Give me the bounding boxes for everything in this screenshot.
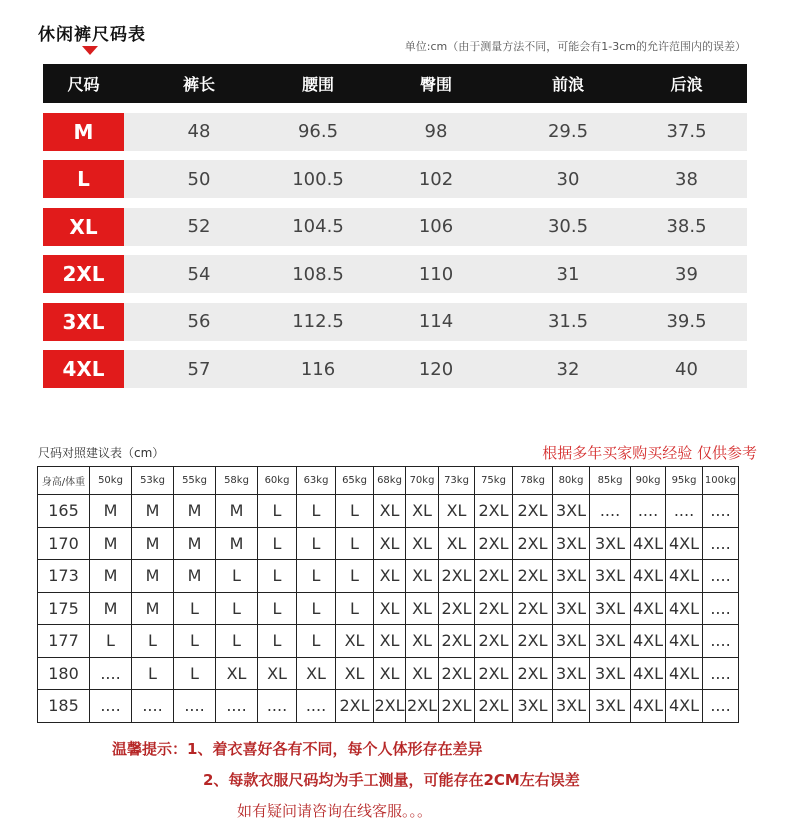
size-label: 2XL <box>43 255 124 293</box>
size-cell: L <box>258 495 297 528</box>
size-cell: XL <box>374 560 406 593</box>
height-cell: 165 <box>38 495 90 528</box>
size-cell: 2XL <box>406 690 439 723</box>
weight-header: 75kg <box>475 467 513 495</box>
size-cell: .... <box>666 495 703 528</box>
size-cell: .... <box>703 560 739 593</box>
unit-note: 单位:cm（由于测量方法不同，可能会有1-3cm的允许范围内的误差） <box>404 40 746 53</box>
size-cell: 2XL <box>439 690 475 723</box>
recommendation-table <box>37 466 739 723</box>
size-cell: 2XL <box>439 625 475 658</box>
size-cell: L <box>216 592 258 625</box>
size-cell: .... <box>90 690 132 723</box>
size-chart-title: 休闲裤尺码表 <box>38 25 146 45</box>
weight-header: 63kg <box>297 467 336 495</box>
recommendation-header-row <box>38 467 739 495</box>
cell-front-rise: 31.5 <box>547 311 589 332</box>
cell-length: 57 <box>187 358 211 380</box>
recommendation-body <box>38 467 739 723</box>
size-cell: 4XL <box>666 560 703 593</box>
size-cell: M <box>216 527 258 560</box>
size-cell: L <box>90 625 132 658</box>
size-cell: M <box>90 592 132 625</box>
size-cell: L <box>297 527 336 560</box>
size-cell: .... <box>90 657 132 690</box>
size-cell: 4XL <box>631 657 666 690</box>
weight-header: 58kg <box>216 467 258 495</box>
size-cell: 3XL <box>590 592 631 625</box>
size-cell: L <box>174 657 216 690</box>
size-cell: M <box>90 495 132 528</box>
size-cell: L <box>258 625 297 658</box>
recommendation-row <box>38 592 739 625</box>
size-cell: XL <box>297 657 336 690</box>
size-cell: L <box>297 625 336 658</box>
header-waist: 腰围 <box>301 75 334 94</box>
size-cell: 2XL <box>475 625 513 658</box>
height-cell: 170 <box>38 527 90 560</box>
size-cell: 4XL <box>666 690 703 723</box>
cell-hip: 106 <box>418 216 454 237</box>
cell-waist: 112.5 <box>292 311 344 332</box>
header-hip: 臀围 <box>419 75 452 94</box>
size-cell: 4XL <box>666 657 703 690</box>
size-cell: 3XL <box>553 592 590 625</box>
weight-header: 85kg <box>590 467 631 495</box>
size-cell: L <box>297 560 336 593</box>
cell-waist: 108.5 <box>292 263 344 285</box>
size-label: L <box>43 160 124 198</box>
size-row <box>43 113 747 151</box>
size-cell: L <box>336 495 374 528</box>
size-cell: 2XL <box>475 657 513 690</box>
size-cell: 3XL <box>553 560 590 593</box>
size-cell: .... <box>703 527 739 560</box>
size-cell: 2XL <box>336 690 374 723</box>
cell-hip: 102 <box>418 168 454 190</box>
size-chart-header <box>43 64 747 103</box>
cell-length: 54 <box>187 263 211 285</box>
height-cell: 173 <box>38 560 90 593</box>
size-cell: 2XL <box>439 592 475 625</box>
size-cell: XL <box>406 657 439 690</box>
recommendation-title: 尺码对照建议表（cm） <box>38 446 165 460</box>
size-cell: XL <box>374 625 406 658</box>
size-cell: L <box>297 495 336 528</box>
recommendation-note: 根据多年买家购买经验 仅供参考 <box>542 444 757 462</box>
size-cell: 3XL <box>513 690 553 723</box>
size-cell: L <box>258 592 297 625</box>
size-cell: 4XL <box>666 592 703 625</box>
size-cell: 3XL <box>590 657 631 690</box>
cell-back-rise: 37.5 <box>666 121 707 142</box>
weight-header: 60kg <box>258 467 297 495</box>
weight-header: 90kg <box>631 467 666 495</box>
weight-header: 50kg <box>90 467 132 495</box>
size-cell: 3XL <box>553 495 590 528</box>
weight-header: 65kg <box>336 467 374 495</box>
cell-front-rise: 30.5 <box>547 216 589 237</box>
size-cell: 2XL <box>513 592 553 625</box>
size-cell: 2XL <box>513 495 553 528</box>
size-cell: 4XL <box>631 560 666 593</box>
size-cell: L <box>216 560 258 593</box>
size-cell: M <box>90 527 132 560</box>
size-cell: XL <box>336 625 374 658</box>
size-cell: L <box>174 625 216 658</box>
cell-front-rise: 30 <box>556 168 580 190</box>
size-label: 3XL <box>43 303 124 341</box>
weight-header: 95kg <box>666 467 703 495</box>
size-cell: L <box>216 625 258 658</box>
tip-line-2: 2、每款衣服尺码均为手工测量，可能存在2CM左右误差 <box>203 771 580 789</box>
size-cell: 3XL <box>553 625 590 658</box>
size-cell: 4XL <box>631 625 666 658</box>
size-cell: 2XL <box>439 657 475 690</box>
cell-length: 50 <box>187 168 211 190</box>
size-cell: .... <box>174 690 216 723</box>
size-label: M <box>43 113 124 151</box>
cell-back-rise: 38 <box>675 168 698 190</box>
size-cell: XL <box>258 657 297 690</box>
size-cell: .... <box>590 495 631 528</box>
size-chart-title-wrap <box>38 20 146 45</box>
header-size: 尺码 <box>67 75 100 94</box>
weight-header: 55kg <box>174 467 216 495</box>
size-cell: M <box>132 592 174 625</box>
size-cell: 4XL <box>631 592 666 625</box>
size-cell: XL <box>406 495 439 528</box>
size-label: XL <box>43 208 124 246</box>
recommendation-row <box>38 657 739 690</box>
size-cell: L <box>132 625 174 658</box>
size-cell: 2XL <box>513 527 553 560</box>
size-cell: 3XL <box>590 527 631 560</box>
cell-hip: 110 <box>418 263 454 285</box>
weight-header: 73kg <box>439 467 475 495</box>
cell-waist: 104.5 <box>292 216 344 237</box>
recommendation-row <box>38 690 739 723</box>
size-cell: XL <box>374 495 406 528</box>
size-cell: 2XL <box>513 625 553 658</box>
size-cell: M <box>132 527 174 560</box>
size-cell: L <box>132 657 174 690</box>
size-cell: XL <box>406 527 439 560</box>
size-cell: 2XL <box>475 495 513 528</box>
cell-front-rise: 32 <box>556 358 580 380</box>
size-cell: L <box>336 527 374 560</box>
size-cell: L <box>297 592 336 625</box>
height-cell: 175 <box>38 592 90 625</box>
size-cell: L <box>336 592 374 625</box>
size-cell: .... <box>258 690 297 723</box>
size-row <box>43 303 747 341</box>
height-cell: 177 <box>38 625 90 658</box>
tip-line-3: 如有疑问请咨询在线客服。。。 <box>237 802 433 820</box>
size-cell: XL <box>439 495 475 528</box>
size-cell: L <box>258 560 297 593</box>
size-cell: 2XL <box>475 690 513 723</box>
size-cell: M <box>216 495 258 528</box>
size-cell: 2XL <box>475 527 513 560</box>
size-cell: .... <box>703 495 739 528</box>
cell-back-rise: 40 <box>675 358 698 380</box>
cell-back-rise: 38.5 <box>666 216 707 237</box>
size-cell: 3XL <box>553 527 590 560</box>
size-cell: 2XL <box>475 560 513 593</box>
cell-hip: 114 <box>418 311 454 332</box>
size-cell: M <box>132 560 174 593</box>
recommendation-row <box>38 560 739 593</box>
cell-front-rise: 29.5 <box>547 121 589 142</box>
size-cell: 4XL <box>631 690 666 723</box>
size-cell: L <box>336 560 374 593</box>
size-row <box>43 208 747 246</box>
weight-header: 70kg <box>406 467 439 495</box>
header-back-rise: 后浪 <box>670 75 703 94</box>
size-cell: .... <box>703 625 739 658</box>
size-cell: XL <box>336 657 374 690</box>
header-front-rise: 前浪 <box>551 75 584 94</box>
size-cell: L <box>174 592 216 625</box>
size-cell: M <box>174 560 216 593</box>
size-cell: .... <box>132 690 174 723</box>
header-length: 裤长 <box>182 75 215 94</box>
title-arrow-icon <box>82 46 98 55</box>
size-cell: .... <box>297 690 336 723</box>
height-weight-header: 身高/体重 <box>38 467 90 495</box>
weight-header: 80kg <box>553 467 590 495</box>
size-row <box>43 350 747 388</box>
cell-hip: 120 <box>418 358 454 380</box>
cell-length: 56 <box>187 311 211 332</box>
cell-length: 48 <box>187 121 211 142</box>
size-cell: 3XL <box>590 560 631 593</box>
size-cell: 4XL <box>631 527 666 560</box>
size-cell: 2XL <box>374 690 406 723</box>
size-cell: 3XL <box>590 625 631 658</box>
weight-header: 53kg <box>132 467 174 495</box>
size-row <box>43 160 747 198</box>
size-cell: M <box>174 527 216 560</box>
cell-waist: 96.5 <box>297 121 339 142</box>
weight-header: 100kg <box>703 467 739 495</box>
cell-waist: 100.5 <box>292 168 344 190</box>
size-chart-table <box>43 64 747 388</box>
size-cell: XL <box>406 625 439 658</box>
size-cell: .... <box>703 592 739 625</box>
size-cell: M <box>90 560 132 593</box>
recommendation-row <box>38 625 739 658</box>
cell-hip: 98 <box>424 121 448 142</box>
cell-back-rise: 39.5 <box>666 311 707 332</box>
weight-header: 78kg <box>513 467 553 495</box>
cell-back-rise: 39 <box>675 263 698 285</box>
size-chart-rows <box>43 113 747 389</box>
size-cell: XL <box>406 560 439 593</box>
recommendation-row <box>38 527 739 560</box>
cell-front-rise: 31 <box>556 263 580 285</box>
cell-length: 52 <box>187 216 211 237</box>
size-cell: 3XL <box>553 690 590 723</box>
size-cell: XL <box>406 592 439 625</box>
size-cell: 4XL <box>666 527 703 560</box>
size-cell: .... <box>631 495 666 528</box>
size-cell: .... <box>703 657 739 690</box>
size-cell: 2XL <box>439 560 475 593</box>
height-cell: 180 <box>38 657 90 690</box>
size-cell: 3XL <box>590 690 631 723</box>
size-cell: 4XL <box>666 625 703 658</box>
size-cell: .... <box>216 690 258 723</box>
size-cell: M <box>174 495 216 528</box>
size-cell: XL <box>374 657 406 690</box>
size-cell: XL <box>216 657 258 690</box>
recommendation-row <box>38 495 739 528</box>
size-row <box>43 255 747 293</box>
tip-line-1: 温馨提示：1、着衣喜好各有不同，每个人体形存在差异 <box>112 740 483 758</box>
weight-header: 68kg <box>374 467 406 495</box>
size-cell: M <box>132 495 174 528</box>
size-cell: .... <box>703 690 739 723</box>
height-cell: 185 <box>38 690 90 723</box>
cell-waist: 116 <box>300 358 336 380</box>
size-cell: XL <box>439 527 475 560</box>
size-cell: 2XL <box>513 560 553 593</box>
size-cell: L <box>258 527 297 560</box>
size-cell: XL <box>374 527 406 560</box>
size-cell: XL <box>374 592 406 625</box>
size-cell: 2XL <box>475 592 513 625</box>
size-label: 4XL <box>43 350 124 388</box>
size-cell: 3XL <box>553 657 590 690</box>
size-cell: 2XL <box>513 657 553 690</box>
